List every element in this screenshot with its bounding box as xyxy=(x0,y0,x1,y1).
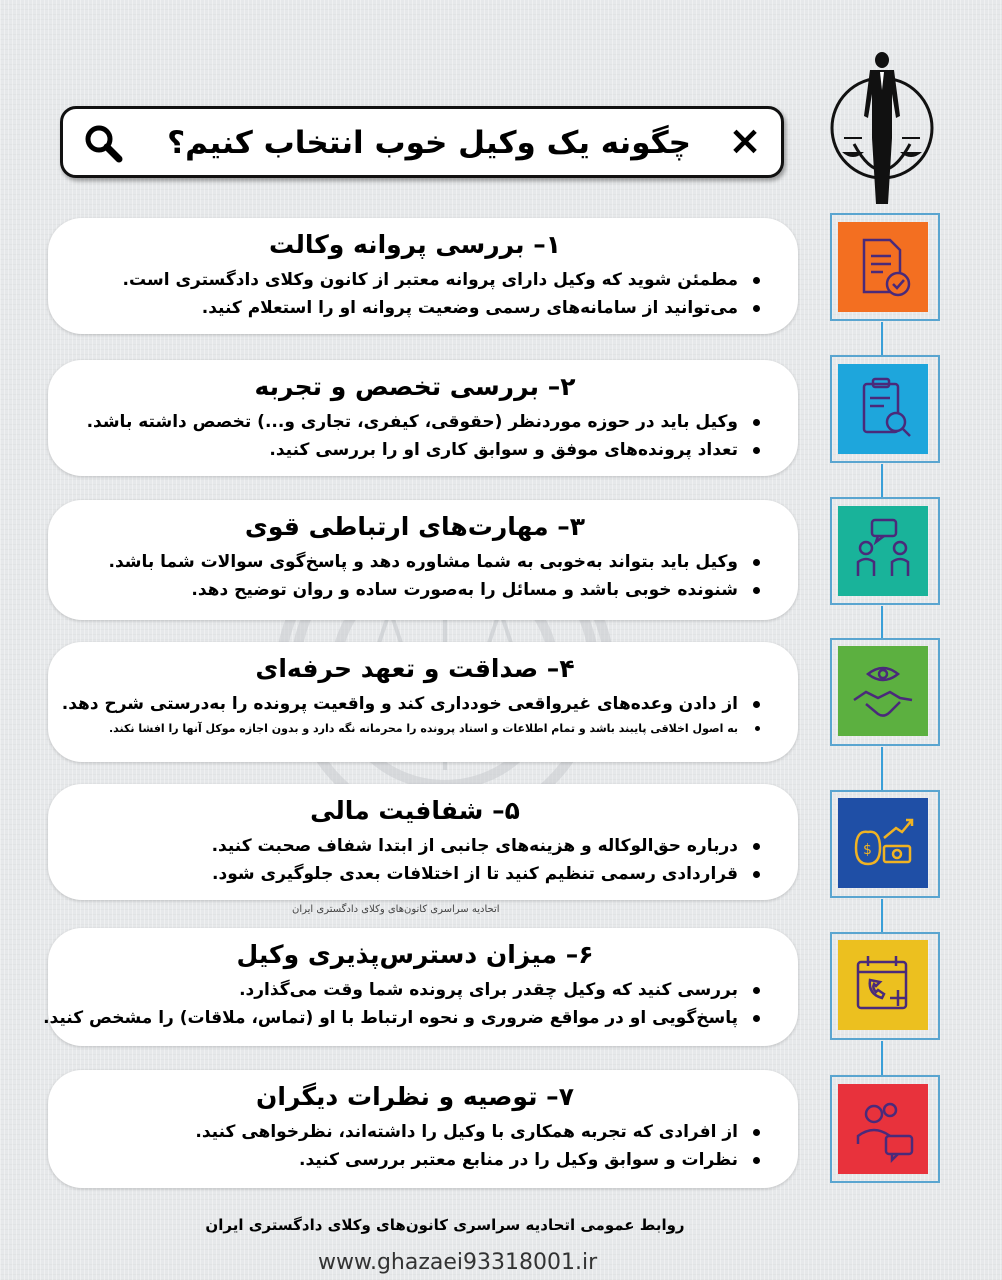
step-title: ۵– شفافیت مالی xyxy=(310,796,520,825)
step-card-5 xyxy=(48,784,798,900)
list-item: شنونده خوبی باشد و مسائل را به‌صورت ساده و روان توضیح دهد. xyxy=(68,576,762,604)
search-icon xyxy=(81,121,125,165)
money-growth-icon xyxy=(838,798,928,888)
step-card-3 xyxy=(48,500,798,620)
list-item: مطمئن شوید که وکیل دارای پروانه معتبر از کانون وکلای دادگستری است. xyxy=(68,266,762,294)
connector-line xyxy=(881,747,883,790)
step-card-7 xyxy=(48,1070,798,1188)
list-item: بررسی کنید که وکیل چقدر برای پرونده شما وقت می‌گذارد. xyxy=(68,976,762,1004)
calendar-phone-icon xyxy=(838,940,928,1030)
step-title: ۷– توصیه و نظرات دیگران xyxy=(256,1082,574,1111)
list-item: به اصول اخلاقی پایبند باشد و تمام اطلاعات و اسناد پرونده را محرمانه نگه دارد و بدون اجازه موکل آنها را افشا نکند. xyxy=(68,718,762,740)
svg-text:$: $ xyxy=(863,842,872,858)
list-item: می‌توانید از سامانه‌های رسمی وضعیت پروانه او را استعلام کنید. xyxy=(68,294,762,322)
step-card-1 xyxy=(48,218,798,334)
people-chat-icon xyxy=(838,506,928,596)
list-item: درباره حق‌الوکاله و هزینه‌های جانبی از ابتدا شفاف صحبت کنید. xyxy=(68,832,762,860)
list-item: نظرات و سوابق وکیل را در منابع معتبر بررسی کنید. xyxy=(68,1146,762,1174)
lawyer-scales-icon xyxy=(826,46,938,210)
list-item: وکیل باید در حوزه موردنظر (حقوقی، کیفری، تجاری و...) تخصص داشته باشد. xyxy=(68,408,762,436)
step-title: ۱– بررسی پروانه وکالت xyxy=(269,230,561,259)
document-check-icon xyxy=(838,222,928,312)
handshake-eye-icon xyxy=(838,646,928,736)
clipboard-search-icon xyxy=(838,364,928,454)
connector-line xyxy=(881,1041,883,1075)
list-item: تعداد پرونده‌های موفق و سوابق کاری او را بررسی کنید. xyxy=(68,436,762,464)
website-url: www.ghazaei93318001.ir xyxy=(318,1250,598,1275)
step-card-6 xyxy=(43,928,798,1046)
step-title: ۳– مهارت‌های ارتباطی قوی xyxy=(244,512,586,541)
title-search-bar xyxy=(60,106,784,178)
connector-line xyxy=(881,322,883,355)
footer-text: روابط عمومی اتحادیه سراسری کانون‌های وکلای دادگستری ایران xyxy=(205,1216,685,1234)
page-title: چگونه یک وکیل خوب انتخاب کنیم؟ xyxy=(167,125,691,161)
list-item: از دادن وعده‌های غیرواقعی خودداری کند و واقعیت پرونده را به‌درستی شرح دهد. xyxy=(68,690,762,718)
connector-line xyxy=(881,606,883,638)
step-title: ۲– بررسی تخصص و تجربه xyxy=(254,372,576,401)
close-icon: × xyxy=(728,118,762,164)
step-title: ۴– صداقت و تعهد حرفه‌ای xyxy=(255,654,575,683)
connector-line xyxy=(881,464,883,497)
users-comment-icon xyxy=(838,1084,928,1174)
step-card-2 xyxy=(48,360,798,476)
list-item: قراردادی رسمی تنظیم کنید تا از اختلافات بعدی جلوگیری شود. xyxy=(68,860,762,888)
watermark-caption: اتحادیه سراسری کانون‌های وکلای دادگستری ایران xyxy=(292,904,500,915)
list-item: از افرادی که تجربه همکاری با وکیل را داشته‌اند، نظرخواهی کنید. xyxy=(68,1118,762,1146)
list-item: پاسخ‌گویی او در مواقع ضروری و نحوه ارتباط با او (تماس، ملاقات) را مشخص کنید. xyxy=(68,1004,762,1032)
step-card-4 xyxy=(48,642,798,762)
list-item: وکیل باید بتواند به‌خوبی به شما مشاوره دهد و پاسخ‌گوی سوالات شما باشد. xyxy=(68,548,762,576)
step-title: ۶– میزان دسترس‌پذیری وکیل xyxy=(236,940,594,969)
connector-line xyxy=(881,899,883,932)
